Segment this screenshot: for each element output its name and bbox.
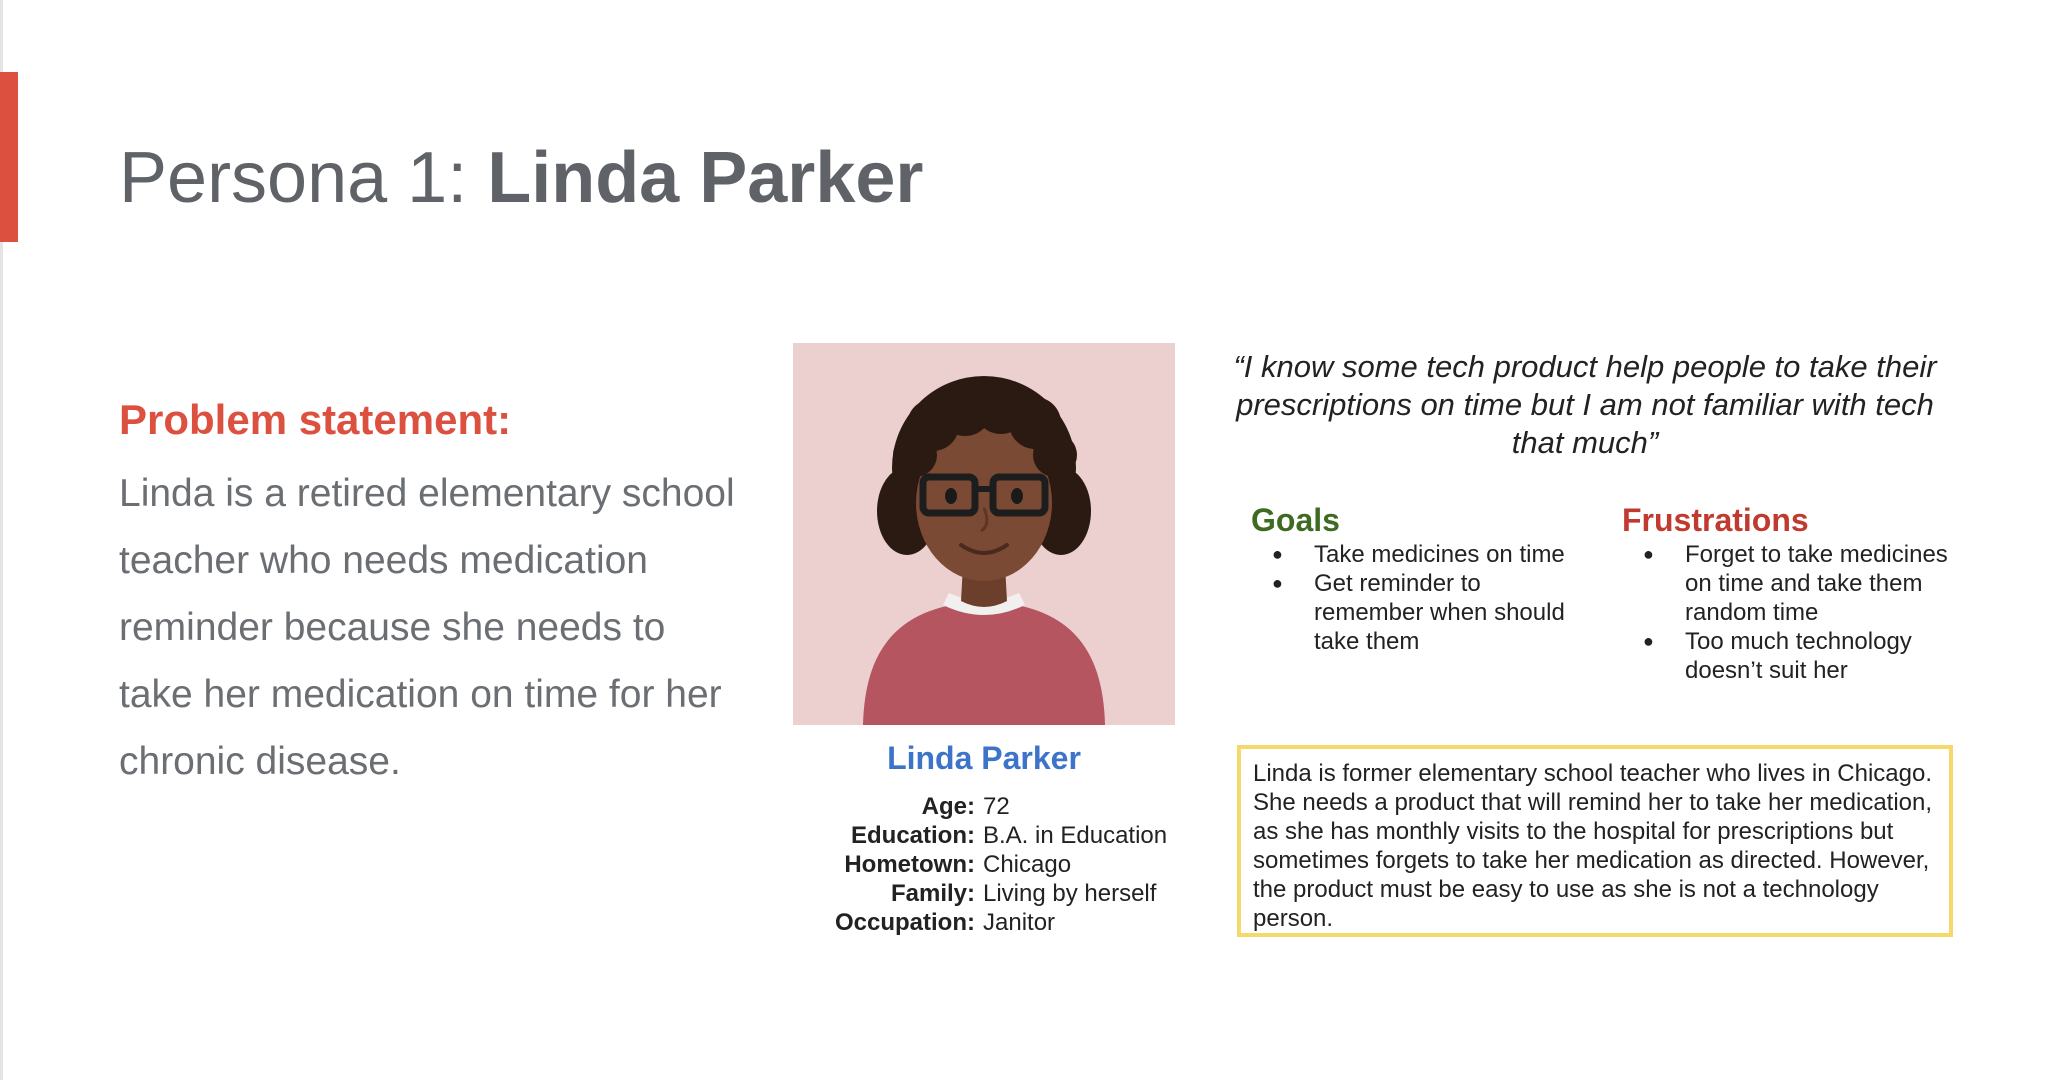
persona-quote: “I know some tech product help people to take their prescriptions on time but I am not familiar with tech that much” [1233,349,1937,460]
detail-education [770,821,1190,850]
avatar-illustration-icon [793,343,1175,725]
frustrations-heading: Frustrations [1622,502,1809,538]
detail-label: Age: [921,793,975,820]
detail-value: 72 [983,793,1010,820]
detail-occupation [770,908,1190,937]
problem-statement-text: Linda is a retired elementary school teacher who needs medication reminder because she needs to take her medication on time for her chronic disease. [119,472,735,783]
list-item: ● Too much technology doesn’t suit her [1623,627,1963,685]
goals-heading: Goals [1251,502,1340,538]
detail-label: Hometown: [844,851,975,878]
list-item: ● Get reminder to remember when should take them [1252,569,1592,656]
detail-value: Janitor [983,909,1056,936]
problem-statement-heading: Problem statement: [119,396,512,443]
list-item: ● Forget to take medicines on time and take them random time [1623,540,1963,627]
detail-age [770,792,1190,821]
detail-family [770,879,1190,908]
persona-bio: Linda is former elementary school teacher who lives in Chicago. She needs a product that will remind her to take her medication, as she has monthly visits to the hospital for prescriptions but sometimes forgets to take her medication as directed. However, the product must be easy to use as she is not a technology person. [1237,745,1953,937]
detail-label: Family: [890,880,975,907]
goals-list [1252,540,1592,656]
accent-bar [0,72,18,242]
detail-value: Living by herself [983,880,1157,907]
persona-name: Linda Parker [887,740,1081,776]
detail-value: B.A. in Education [983,822,1168,849]
detail-value: Chicago [983,851,1072,878]
persona-details [770,792,1190,937]
title-name: Linda Parker [487,138,924,218]
detail-hometown [770,850,1190,879]
detail-label: Education: [851,822,975,849]
frustrations-list [1623,540,1963,685]
title-prefix: Persona 1: [119,138,488,218]
persona-portrait [793,343,1175,725]
detail-label: Occupation: [834,909,975,936]
list-item: ● Take medicines on time [1252,540,1592,569]
page-title [119,130,923,226]
